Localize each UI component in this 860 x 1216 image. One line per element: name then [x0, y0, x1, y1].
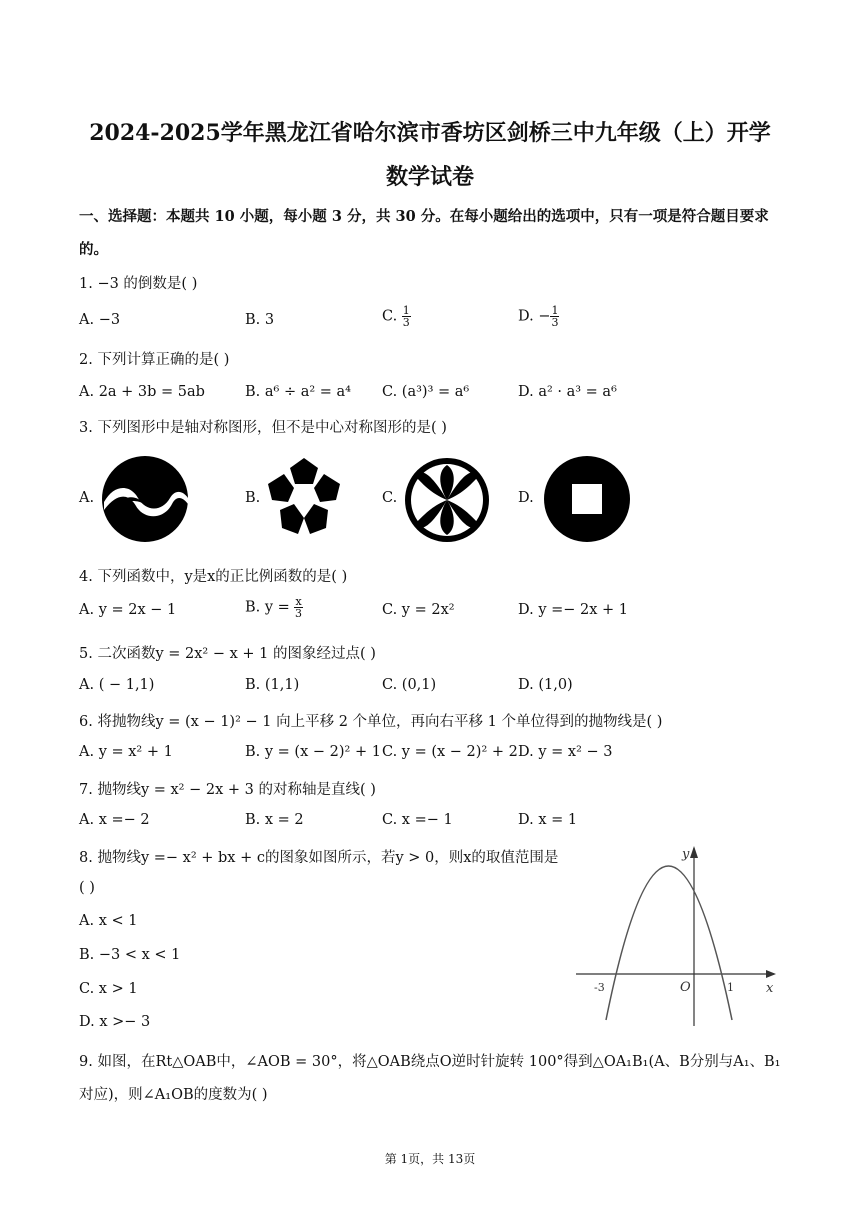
q8-parabola-graph: [570, 842, 782, 1028]
q2-stem: 2. 下列计算正确的是( ): [79, 352, 230, 368]
q6-option-c: C. y = (x − 2)² + 2: [382, 744, 518, 760]
q2-option-b: B. a⁶ ÷ a² = a⁴: [245, 384, 351, 400]
q6-option-a: A. y = x² + 1: [79, 744, 173, 760]
q7-option-d: D. x = 1: [518, 812, 578, 828]
q8-option-d: D. x >− 3: [79, 1014, 151, 1030]
q1-option-d-fraction: $\frac{1}{3}$: [551, 304, 559, 329]
q1-option-a: A. −3: [79, 312, 121, 328]
q4-option-b-fraction: $\frac{x}{3}$: [295, 595, 303, 620]
q5-stem: 5. 二次函数y = 2x² − x + 1 的图象经过点( ): [79, 646, 376, 662]
q3-figure-d-coin: [542, 454, 632, 544]
q8-paren: ( ): [79, 880, 95, 896]
y-axis-arrow-icon: [690, 846, 698, 858]
q5-option-a: A. ( − 1,1): [79, 677, 155, 693]
q7-option-a: A. x =− 2: [79, 812, 150, 828]
q8-option-c: C. x > 1: [79, 981, 138, 997]
title-line-1: 2024-2025学年黑龙江省哈尔滨市香坊区剑桥三中九年级（上）开学: [89, 120, 771, 146]
q5-option-b: B. (1,1): [245, 677, 300, 693]
graph-x-label: x: [766, 981, 774, 996]
q8-option-b: B. −3 < x < 1: [79, 947, 181, 963]
section-heading-2: 的。: [79, 241, 108, 258]
q8-option-a: A. x < 1: [79, 913, 138, 929]
q3-option-c: C.: [382, 490, 398, 506]
q1-option-c-fraction: $\frac{1}{3}$: [402, 304, 410, 329]
graph-origin-label: O: [680, 980, 691, 995]
q1-stem: 1. −3 的倒数是( ): [79, 276, 198, 292]
q7-option-c: C. x =− 1: [382, 812, 453, 828]
q8-stem: 8. 抛物线y =− x² + bx + c的图象如图所示，若y > 0，则x的取值范围是: [79, 850, 559, 866]
q4-option-b: [245, 596, 303, 619]
q3-stem: 3. 下列图形中是轴对称图形，但不是中心对称图形的是( ): [79, 420, 447, 436]
q6-option-b: B. y = (x − 2)² + 1: [245, 744, 381, 760]
q7-option-b: B. x = 2: [245, 812, 304, 828]
q1-option-c: [382, 305, 411, 328]
q1-option-c-prefix: C.: [382, 308, 402, 325]
q4-option-a: A. y = 2x − 1: [79, 602, 177, 618]
q1-option-b: B. 3: [245, 312, 275, 328]
q2-option-c: C. (a³)³ = a⁶: [382, 384, 470, 400]
q1-option-d-prefix: D. −: [518, 308, 551, 325]
q4-option-c: C. y = 2x²: [382, 602, 455, 618]
q5-option-c: C. (0,1): [382, 677, 437, 693]
q7-stem: 7. 抛物线y = x² − 2x + 3 的对称轴是直线( ): [79, 782, 376, 798]
parabola-curve: [606, 866, 732, 1020]
q4-stem: 4. 下列函数中，y是x的正比例函数的是( ): [79, 569, 348, 585]
graph-left-root-label: -3: [594, 981, 605, 994]
q3-option-d: D.: [518, 490, 534, 506]
q6-stem: 6. 将抛物线y = (x − 1)² − 1 向上平移 2 个单位，再向右平移 1 个单位得到的抛物线是( ): [79, 714, 663, 730]
q6-option-d: D. y = x² − 3: [518, 744, 613, 760]
q2-option-a: A. 2a + 3b = 5ab: [79, 384, 205, 400]
x-axis-arrow-icon: [766, 970, 776, 978]
graph-y-label: y: [682, 847, 690, 862]
section-heading-1: 一、选择题：本题共 10 小题，每小题 3 分，共 30 分。在每小题给出的选项中，只有一项是符合题目要求: [79, 208, 769, 225]
q1-option-d: [518, 305, 559, 328]
q9-stem-line-1: 9. 如图，在Rt△OAB中，∠AOB = 30°，将△OAB绕点O逆时针旋转 100°得到△OA₁B₁(A、B分别与A₁、B₁: [79, 1054, 781, 1070]
q9-stem-line-2: 对应)，则∠A₁OB的度数为( ): [79, 1087, 268, 1103]
page-footer: 第 1页，共 13页: [384, 1152, 476, 1166]
q2-option-d: D. a² · a³ = a⁶: [518, 384, 617, 400]
q5-option-d: D. (1,0): [518, 677, 573, 693]
q4-option-d: D. y =− 2x + 1: [518, 602, 629, 618]
q3-figure-b-pentagons: [264, 454, 344, 540]
q3-option-a: A.: [79, 490, 95, 506]
q3-figure-c-circle-petals: [402, 455, 492, 545]
q3-figure-a-yin-yang-wave: [100, 454, 190, 544]
title-line-2: 数学试卷: [385, 164, 474, 190]
graph-right-root-label: 1: [727, 981, 734, 994]
q4-option-b-prefix: B. y =: [245, 599, 295, 616]
q3-option-b: B.: [245, 490, 261, 506]
